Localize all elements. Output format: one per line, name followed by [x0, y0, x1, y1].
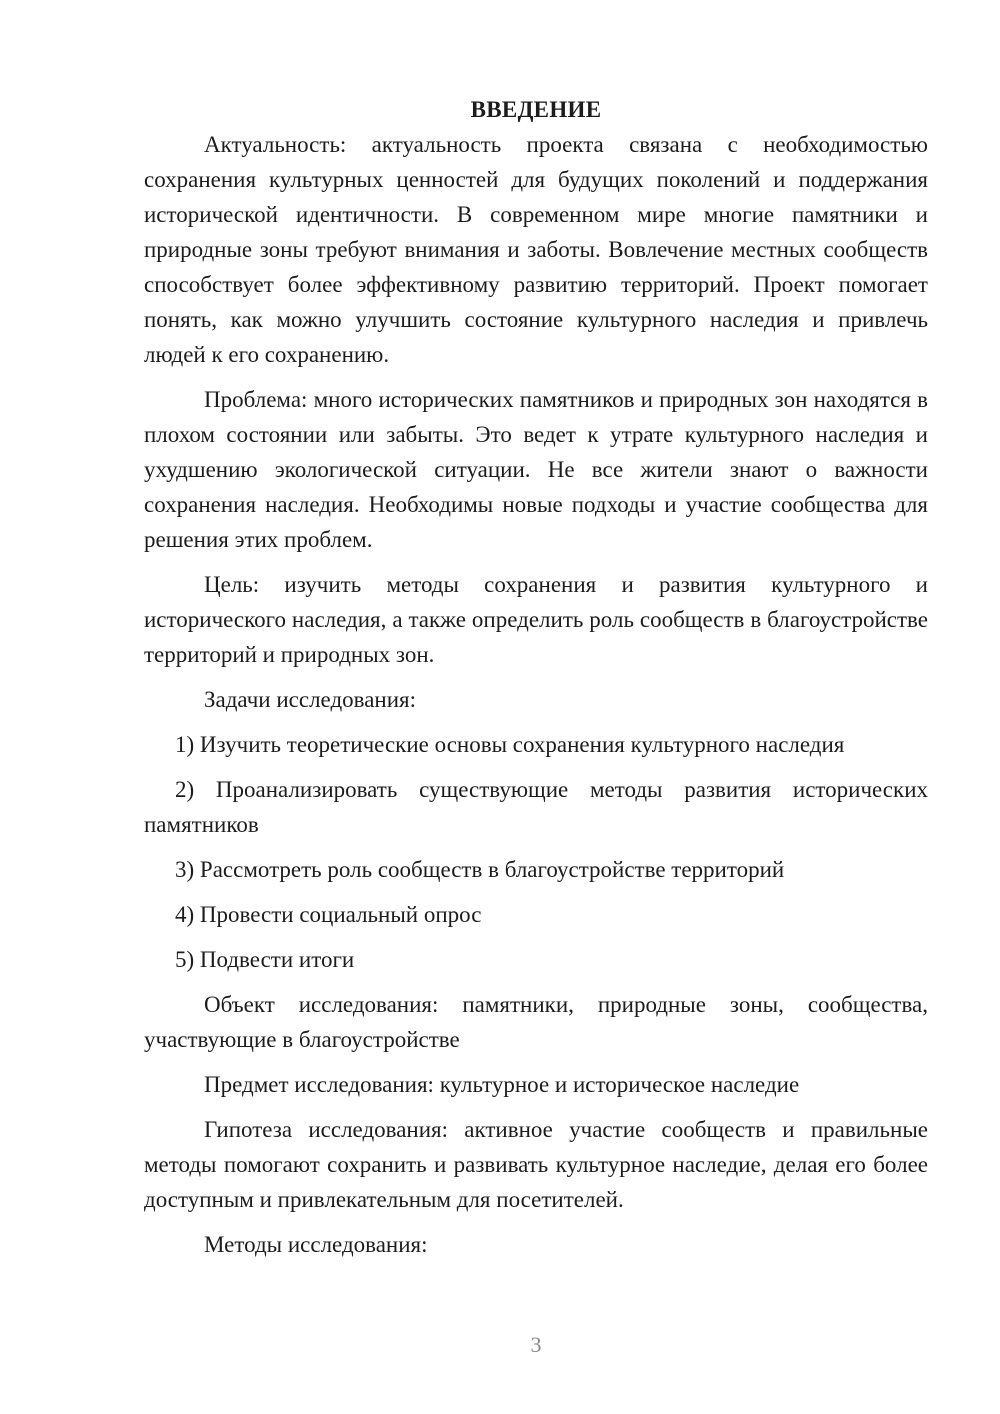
- list-item: 3) Рассмотреть роль сообществ в благоустройстве территорий: [175, 857, 785, 882]
- methods-heading: Методы исследования:: [204, 1232, 428, 1257]
- subject-paragraph: Предмет исследования: культурное и историческое наследие: [204, 1072, 800, 1097]
- list-item: 5) Подвести итоги: [175, 947, 355, 972]
- problem-paragraph: Проблема: много исторических памятников и природных зон находятся в плохом состоянии или забыты. Это ведет к утрате культурного наследия и ухудшению экологической ситуации. Не все жители знают о важности сохранения наследия. Необходимы новые подходы и участие сообщества для решения этих проблем.: [144, 387, 928, 552]
- section-title: ВВЕДЕНИЕ: [470, 97, 602, 122]
- object-paragraph: Объект исследования: памятники, природные зоны, сообщества, участвующие в благоустройстве: [144, 992, 928, 1052]
- hypothesis-paragraph: Гипотеза исследования: активное участие сообществ и правильные методы помогают сохранить и развивать культурное наследие, делая его более доступным и привлекательным для посетителей.: [144, 1117, 928, 1212]
- list-item: 4) Провести социальный опрос: [175, 902, 482, 927]
- goal-paragraph: Цель: изучить методы сохранения и развития культурного и исторического наследия, а также определить роль сообществ в благоустройстве территорий и природных зон.: [144, 572, 928, 667]
- list-item: 2) Проанализировать существующие методы развития исторических памятников: [144, 777, 928, 837]
- tasks-list: [144, 727, 928, 977]
- document-page: [144, 92, 928, 1262]
- relevance-paragraph: Актуальность: актуальность проекта связана с необходимостью сохранения культурных ценностей для будущих поколений и поддержания исторической идентичности. В современном мире многие памятники и природные зоны требуют внимания и заботы. Вовлечение местных сообществ способствует более эффективному развитию территорий. Проект помогает понять, как можно улучшить состояние культурного наследия и привлечь людей к его сохранению.: [144, 132, 928, 367]
- tasks-heading: Задачи исследования:: [204, 687, 417, 712]
- page-number: 3: [530, 1332, 542, 1357]
- list-item: 1) Изучить теоретические основы сохранения культурного наследия: [175, 732, 845, 757]
